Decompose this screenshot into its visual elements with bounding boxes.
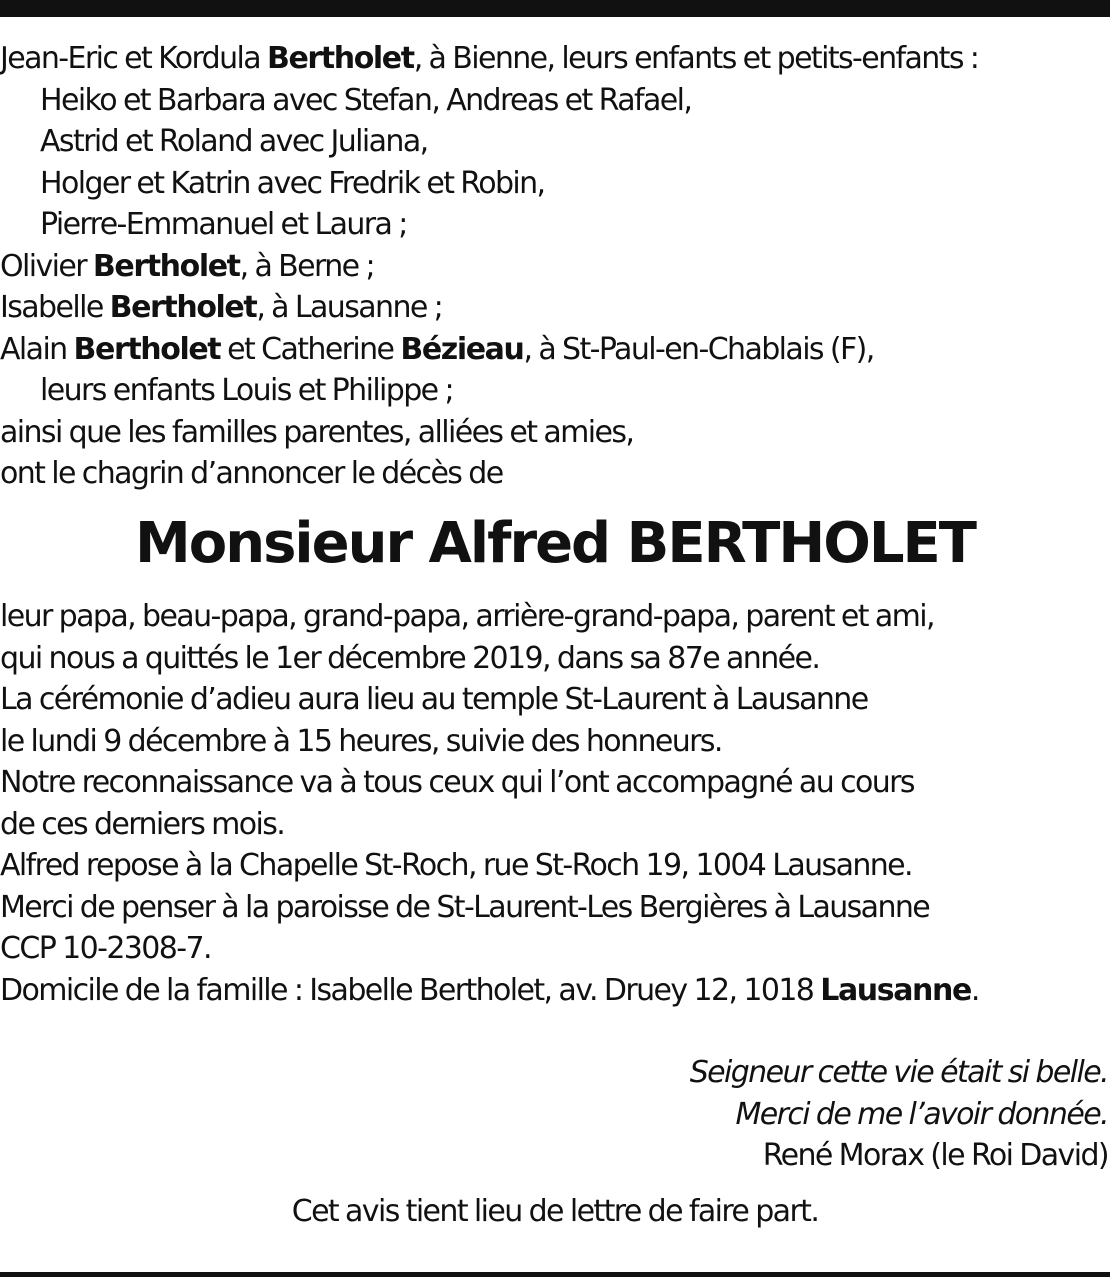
body-line-2: qui nous a quittés le 1er décembre 2019, dans sa 87e année. xyxy=(0,640,820,676)
body-line-4: le lundi 9 décembre à 15 heures, suivie des honneurs. xyxy=(0,723,722,759)
quote-line-2: Merci de me l’avoir donnée. xyxy=(735,1096,1108,1132)
family-names: Isabelle xyxy=(0,290,110,325)
family-line-11: ont le chagrin d’annoncer le décès de xyxy=(0,456,503,491)
family-surname: Bertholet xyxy=(73,331,221,367)
family-names: Jean-Eric et Kordula xyxy=(0,41,267,76)
body-line-1: leur papa, beau-papa, grand-papa, arrière-grand-papa, parent et ami, xyxy=(0,599,934,634)
family-line-4: Holger et Katrin avec Fredrik et Robin, xyxy=(40,165,545,201)
family-line-7 xyxy=(0,287,1110,329)
family-surname: Bertholet xyxy=(109,290,257,325)
family-surname: Bertholet xyxy=(92,248,240,284)
body-line-8: Merci de penser à la paroisse de St-Laurent-Les Bergières à Lausanne xyxy=(0,889,930,925)
family-line-9: leurs enfants Louis et Philippe ; xyxy=(40,373,453,408)
body-line-5: Notre reconnaissance va à tous ceux qui l’ont accompagné au cours xyxy=(0,765,914,800)
body-line-6: de ces derniers mois. xyxy=(0,806,285,842)
family-line-10: ainsi que les familles parentes, alliées et amies, xyxy=(0,414,634,450)
family-names: et Catherine xyxy=(220,331,401,367)
family-line-5: Pierre-Emmanuel et Laura ; xyxy=(40,207,407,242)
home-city: Lausanne xyxy=(820,972,971,1008)
quote-block xyxy=(690,1052,1108,1177)
family-surname: Bézieau xyxy=(400,331,524,367)
family-names: Alain xyxy=(0,331,74,367)
body-line-10 xyxy=(0,970,1110,1012)
body-line-7: Alfred repose à la Chapelle St-Roch, rue St-Roch 19, 1004 Lausanne. xyxy=(0,848,912,883)
top-rule xyxy=(0,0,1110,17)
quote-line-1: Seigneur cette vie était si belle. xyxy=(689,1055,1108,1090)
family-location: , à Lausanne ; xyxy=(256,290,443,325)
body-line-9: CCP 10-2308-7. xyxy=(0,931,211,966)
family-location: , à Berne ; xyxy=(239,248,374,284)
notice-body xyxy=(0,596,1110,1011)
family-location: , à Bienne, leurs enfants et petits-enfants : xyxy=(413,41,979,76)
family-list xyxy=(0,38,1110,495)
closing-note: Cet avis tient lieu de lettre de faire part. xyxy=(291,1194,819,1229)
family-names: Olivier xyxy=(0,248,93,284)
bottom-rule xyxy=(0,1272,1110,1277)
sentence-end: . xyxy=(970,972,979,1008)
deceased-name-heading: Monsieur Alfred BERTHOLET xyxy=(135,511,975,576)
family-line-1 xyxy=(0,38,1110,80)
home-address: Domicile de la famille : Isabelle Bertholet, av. Druey 12, 1018 xyxy=(0,972,821,1008)
family-line-2: Heiko et Barbara avec Stefan, Andreas et Rafael, xyxy=(40,82,692,118)
family-line-6 xyxy=(0,246,1110,288)
family-line-8 xyxy=(0,329,1110,371)
quote-attribution: René Morax (le Roi David) xyxy=(762,1138,1108,1173)
family-location: , à St-Paul-en-Chablais (F), xyxy=(523,331,874,367)
body-line-3: La cérémonie d’adieu aura lieu au temple St-Laurent à Lausanne xyxy=(0,682,868,717)
family-surname: Bertholet xyxy=(267,41,414,76)
family-line-3: Astrid et Roland avec Juliana, xyxy=(40,124,428,159)
